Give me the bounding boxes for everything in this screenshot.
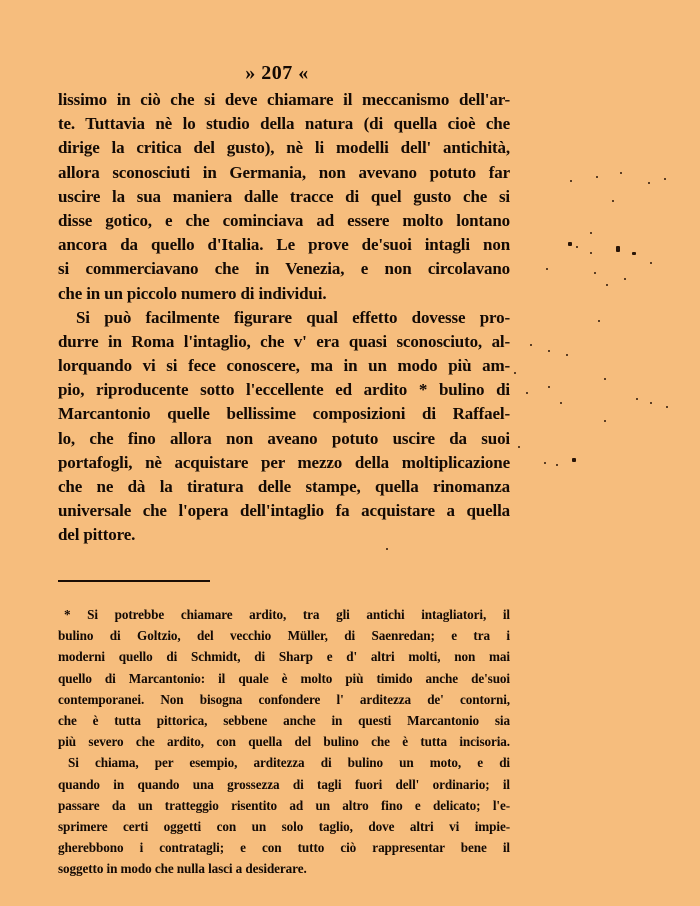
footnote-line: contemporanei. Non bisogna confondere l' arditezza de' contorni, <box>58 691 510 707</box>
text-line: lissimo in ciò che si deve chiamare il meccanismo dell'ar- <box>58 90 510 109</box>
footnote-line: più severo che ardito, con quella del bulino che è tutta incisoria. <box>58 734 510 750</box>
text-line: uscire la sua maniera dalle tracce di quel gusto che si <box>58 186 510 206</box>
text-line: disse gotico, e che cominciava ad essere molto lontano <box>58 210 510 230</box>
footnote-line: moderni quello di Schmidt, di Sharp e d' altri molti, non mai <box>58 649 510 665</box>
footnote-line: bulino di Goltzio, del vecchio Müller, di Saenredan; e tra i <box>58 628 510 644</box>
text-line: universale che l'opera dell'intaglio fa acquistare a quella <box>58 501 510 521</box>
footnote-line: * Si potrebbe chiamare ardito, tra gli antichi intagliatori, il <box>64 607 510 622</box>
footnote-line: Si chiama, per esempio, arditezza di bulino un moto, e di <box>68 755 510 771</box>
footnote-line: quello di Marcantonio: il quale è molto più timido anche de'suoi <box>58 670 510 686</box>
text-line: durre in Roma l'intaglio, che v' era quasi sconosciuto, al- <box>58 331 510 351</box>
footnote-line: soggetto in modo che nulla lasci a desiderare. <box>58 861 307 877</box>
text-line: lo, che fino allora non aveano potuto uscire da suoi <box>58 428 510 448</box>
text-line: allora sconosciuti in Germania, non avevano potuto far <box>58 162 510 182</box>
text-line: Si può facilmente figurare qual effetto dovesse pro- <box>76 307 510 327</box>
footnote-line: sprimere certi oggetti con un solo taglio, dove altri vi impie- <box>58 818 510 834</box>
footnote-line: quando in quando una grossezza di tagli fuori dell' ordinario; il <box>58 776 510 792</box>
text-line: dirige la critica del gusto), nè li modelli dell' antichità, <box>58 138 510 158</box>
footnote-line: gherebbono i contratagli; e con tutto ciò rappresentar bene il <box>58 840 510 856</box>
footnote-line: passare da un tratteggio risentito ad un altro fino e delicato; l'e- <box>58 797 510 813</box>
text-line: che ne dà la tiratura delle stampe, quella rinomanza <box>58 477 510 496</box>
text-line: che in un piccolo numero di individui. <box>58 283 327 303</box>
text-line: lorquando vi si fece conoscere, ma in un modo più am- <box>58 356 510 376</box>
text-line: pio, riproducente sotto l'eccellente ed ardito * bulino di <box>58 380 510 400</box>
footnote-line: che è tutta pittorica, sebbene anche in questi Marcantonio sia <box>58 712 510 728</box>
page-number: » 207 « <box>245 62 309 84</box>
text-line: ancora da quello d'Italia. Le prove de'suoi intagli non <box>58 235 510 255</box>
main-body-text <box>58 88 510 548</box>
text-line: del pittore. <box>58 525 136 545</box>
footnote-text <box>58 604 510 879</box>
footnote-divider <box>58 580 210 582</box>
text-line: Marcantonio quelle bellissime composizioni di Raffael- <box>58 404 510 424</box>
text-line: si commerciavano che in Venezia, e non circolavano <box>58 259 510 279</box>
text-line: portafogli, nè acquistare per mezzo della moltiplicazione <box>58 452 510 472</box>
text-line: te. Tuttavia nè lo studio della natura (di quella cioè che <box>58 114 510 134</box>
